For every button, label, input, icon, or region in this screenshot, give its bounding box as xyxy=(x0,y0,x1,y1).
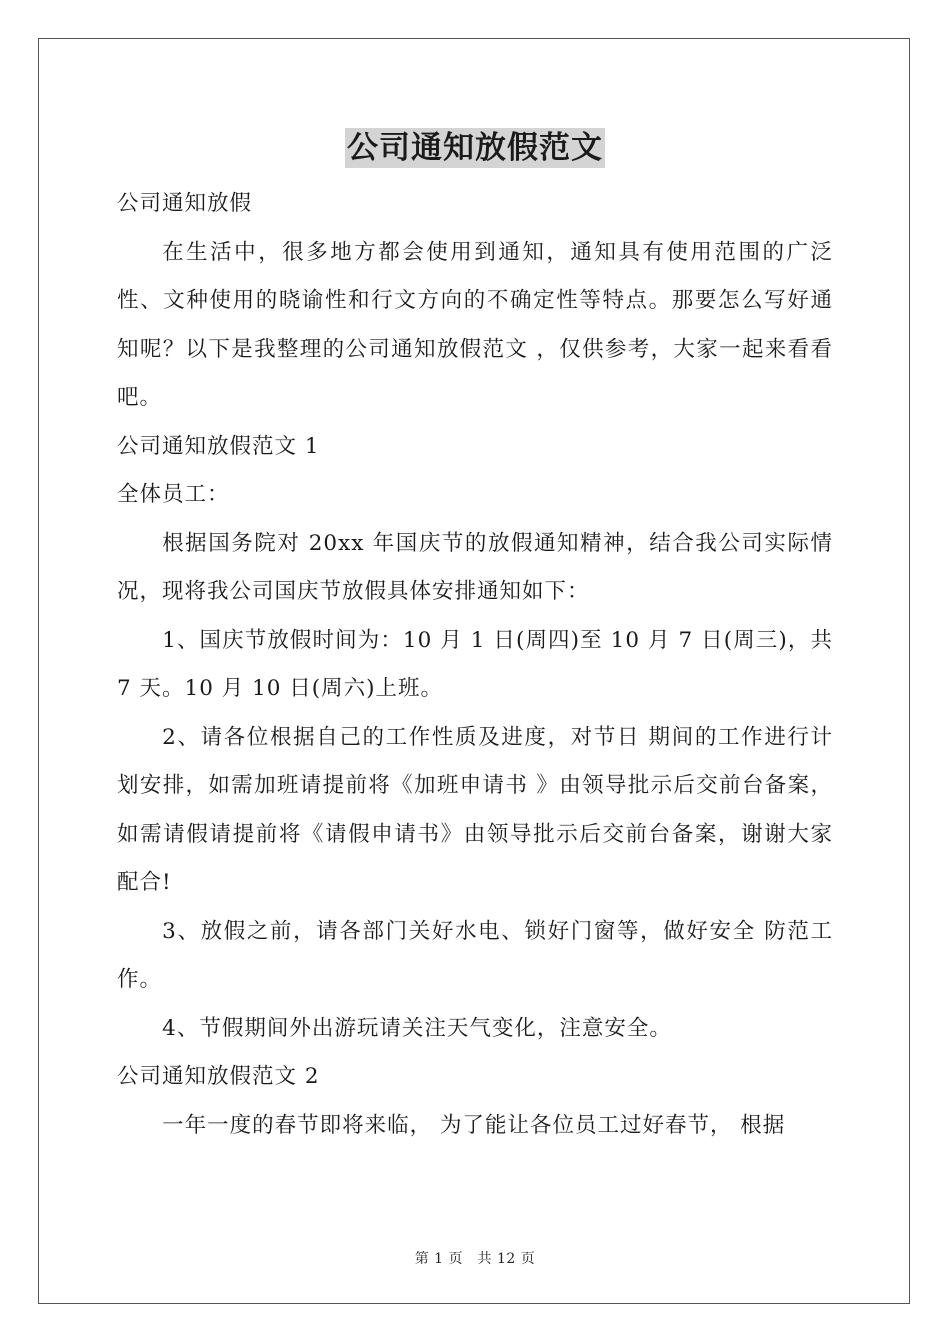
paragraph: 2、请各位根据自己的工作性质及进度，对节日 期间的工作进行计划安排，如需加班请提前将《加班申请书 》由领导批示后交前台备案，如需请假请提前将《请假申请书》由领导批示后交前台备案，谢谢大家配合! xyxy=(117,724,833,895)
document-title: 公司通知放假范文 xyxy=(347,130,603,166)
paragraph: 公司通知放假范文 1 xyxy=(117,433,320,459)
paragraph: 全体员工： xyxy=(117,482,230,507)
paragraph: 3、放假之前，请各部门关好水电、锁好门窗等，做好安全 防范工作。 xyxy=(117,918,833,992)
paragraph: 1、国庆节放假时间为：10 月 1 日(周四)至 10 月 7 日(周三)，共 7 天。10 月 10 日(周六)上班。 xyxy=(117,627,833,701)
paragraph: 公司通知放假范文 2 xyxy=(117,1064,320,1089)
paragraph: 4、节假期间外出游玩请关注天气变化，注意安全。 xyxy=(162,1015,672,1041)
paragraph: 公司通知放假 xyxy=(117,191,253,216)
paragraph: 一年一度的春节即将来临， 为了能让各位员工过好春节， 根据 xyxy=(162,1112,786,1138)
paragraph: 根据国务院对 20xx 年国庆节的放假通知精神，结合我公司实际情况，现将我公司国庆节放假具体安排通知如下： xyxy=(117,530,833,604)
paragraph: 在生活中，很多地方都会使用到通知，通知具有使用范围的广泛性、文种使用的晓谕性和行文方向的不确定性等特点。那要怎么写好通知呢？以下是我整理的公司通知放假范文 ，仅供参考，大家一起来看看吧。 xyxy=(117,239,833,410)
document-body xyxy=(117,180,833,1150)
title-container xyxy=(0,128,950,168)
page-number: 第 1 页 共 12 页 xyxy=(414,1251,536,1267)
